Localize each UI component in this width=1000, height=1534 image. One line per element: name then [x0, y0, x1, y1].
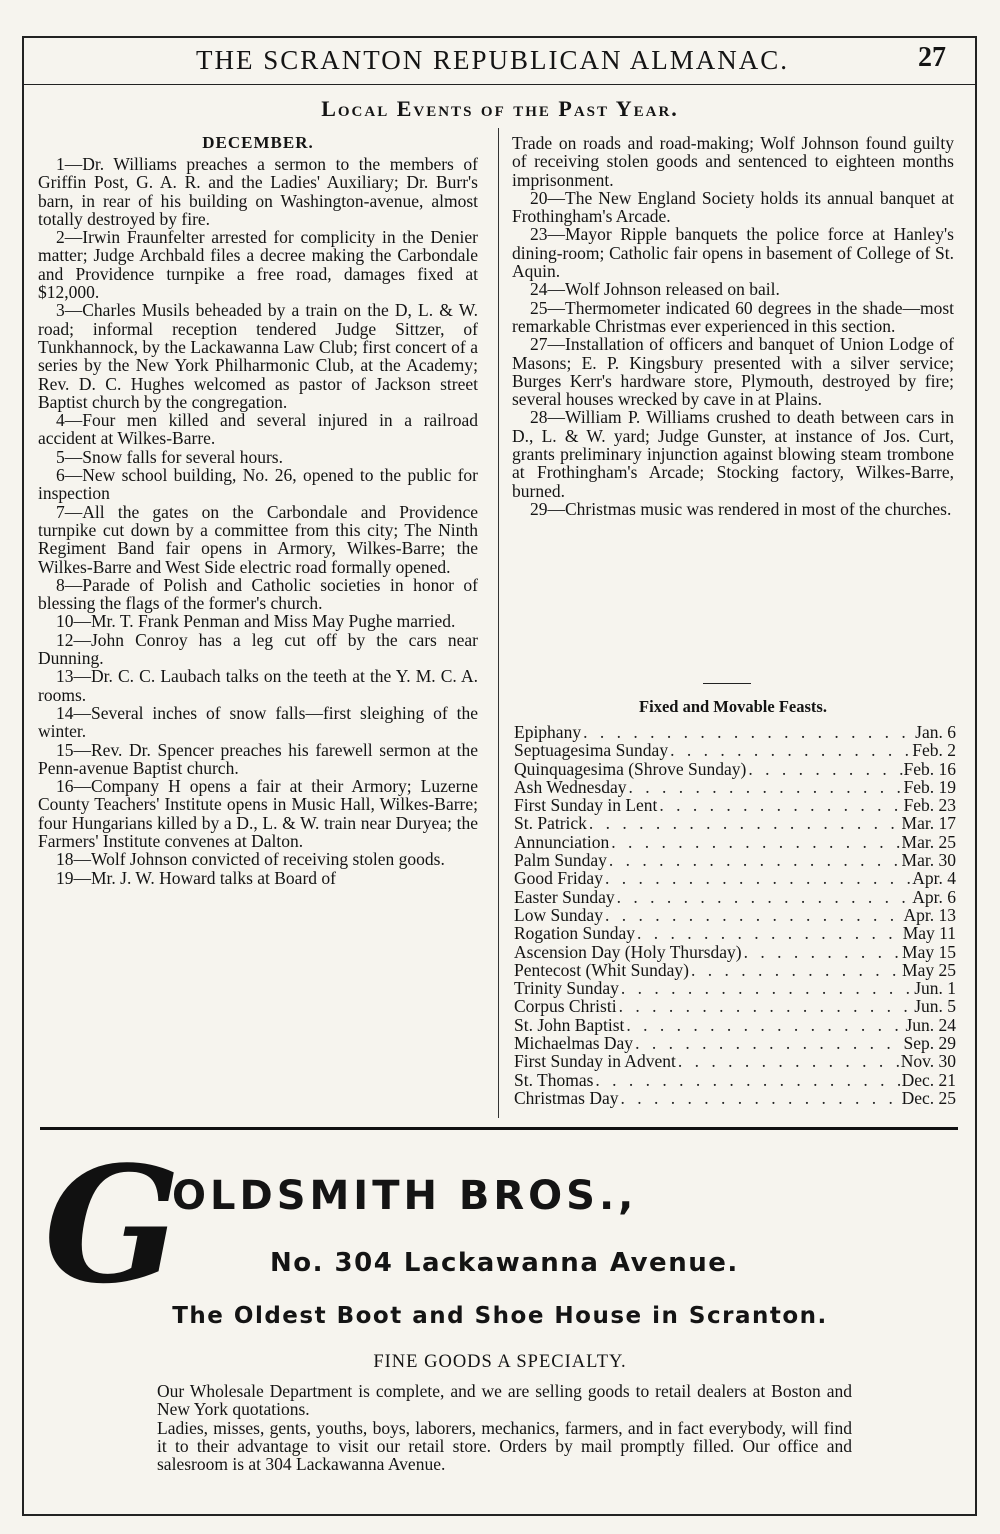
event-entry: 10—Mr. T. Frank Penman and Miss May Pughe married.	[56, 611, 456, 632]
feast-row	[514, 1071, 956, 1089]
feast-name: St. Thomas	[514, 1069, 594, 1090]
feast-row	[514, 1089, 956, 1107]
section-title: Local Events of the Past Year.	[321, 96, 679, 121]
dot-leader	[593, 1071, 901, 1089]
advertisement-initial: G	[44, 1131, 181, 1319]
month-heading: DECEMBER.	[202, 133, 314, 152]
dot-leader	[633, 1034, 903, 1052]
feast-row	[514, 888, 956, 906]
advertisement-paragraph: Our Wholesale Department is complete, and we are selling goods to retail dealers at Boston and New York quotations.	[157, 1381, 852, 1420]
feast-row	[514, 1034, 956, 1052]
dot-leader	[609, 833, 901, 851]
dot-leader	[746, 760, 903, 778]
feast-date: Jan. 6	[915, 722, 956, 742]
feast-row	[514, 1016, 956, 1034]
event-entry: 27—Installation of officers and banquet of Union Lodge of Masons; E. P. Kingsbury presented with a silver service; Burges Kerr's hardware store, Plymouth, destroyed by fire; several houses wrecked by cave in at Plains.	[512, 334, 954, 410]
page-number: 27	[918, 42, 946, 73]
event-entry: 12—John Conroy has a leg cut off by the cars near Dunning.	[38, 629, 478, 669]
advertisement-address: No. 304 Lackawanna Avenue.	[270, 1248, 739, 1278]
feasts-list	[514, 723, 956, 1107]
event-entry: 4—Four men killed and several injured in a railroad accident at Wilkes-Barre.	[38, 410, 478, 449]
feast-date: Sep. 29	[903, 1033, 956, 1054]
advertisement-rule	[40, 1127, 958, 1130]
feast-row	[514, 869, 956, 887]
feast-name: Ascension Day (Holy Thursday)	[514, 941, 742, 962]
feast-date: Feb. 2	[912, 740, 956, 761]
feast-date: Feb. 19	[903, 776, 956, 797]
feast-date: Jun. 24	[905, 1014, 956, 1035]
dot-leader	[607, 851, 902, 869]
event-entry: 25—Thermometer indicated 60 degrees in the shade—most remarkable Christmas ever experienced in this section.	[512, 297, 954, 336]
event-entry: 14—Several inches of snow falls—first sleighing of the winter.	[38, 702, 478, 742]
dot-leader	[624, 1016, 905, 1034]
event-entry: 28—William P. Williams crushed to death between cars in D., L. & W. yard; Judge Gunster, at instance of Jos. Curt, grants preliminary injunction against blowing steam trombone at Frothingham's Arcade; Stocking factory, Wilkes-Barre, burned.	[512, 407, 954, 501]
feast-date: Apr. 4	[912, 868, 956, 889]
feast-row	[514, 814, 956, 832]
feast-date: May 11	[902, 923, 956, 944]
dot-leader	[689, 961, 902, 979]
dot-leader	[619, 1089, 902, 1107]
feast-name: Ash Wednesday	[514, 776, 627, 797]
event-entry: 29—Christmas music was rendered in most of the churches.	[530, 498, 952, 519]
feast-name: Palm Sunday	[514, 850, 607, 871]
event-entry: 20—The New England Society holds its annual banquet at Frothingham's Arcade.	[512, 187, 954, 227]
feast-date: May 25	[902, 959, 956, 980]
advertisement-body	[157, 1382, 852, 1473]
dot-leader	[581, 723, 915, 741]
feast-name: Corpus Christi	[514, 996, 617, 1017]
dot-leader	[603, 869, 912, 887]
column-divider	[498, 128, 499, 1118]
feast-row	[514, 924, 956, 942]
event-entry: 23—Mayor Ripple banquets the police force at Hanley's dining-room; Catholic fair opens in basement of College of St. Aquin.	[512, 224, 954, 282]
feast-row	[514, 723, 956, 741]
feast-name: Pentecost (Whit Sunday)	[514, 959, 689, 980]
event-entry: 16—Company H opens a fair at their Armory; Luzerne County Teachers' Institute opens in Music Hall, Wilkes-Barre; four Hungarians killed by a D., L. & W. train near Duryea; the Farmers' Institute convenes at Dalton.	[38, 776, 478, 851]
dot-leader	[603, 906, 904, 924]
running-title: THE SCRANTON REPUBLICAN ALMANAC.	[196, 45, 790, 75]
feast-date: Dec. 21	[901, 1069, 956, 1090]
feast-date: May 15	[902, 941, 956, 962]
feast-row	[514, 1052, 956, 1070]
feast-date: Feb. 16	[903, 758, 956, 779]
feast-name: Easter Sunday	[514, 886, 615, 907]
event-entry: 3—Charles Musils beheaded by a train on the D, L. & W. road; informal reception tendered Judge Sittzer, of Tunkhannock, by the Lackawanna Law Club; first concert of a series by the New York Philharmonic Club, at the Academy; Rev. D. C. Hughes welcomed as pastor of Jackson street Baptist church by the congregation.	[38, 300, 478, 412]
feast-date: Jun. 1	[914, 978, 956, 999]
advertisement-firm-name: OLDSMITH BROS.,	[172, 1173, 638, 1219]
feast-name: First Sunday in Advent	[514, 1051, 676, 1072]
event-entry: 1—Dr. Williams preaches a sermon to the members of Griffin Post, G. A. R. and the Ladies' Auxiliary; Dr. Burr's barn, in rear of his building on Washington-avenue, almost totally destroyed by fire.	[38, 154, 478, 229]
dot-leader	[742, 943, 902, 961]
feasts-rule	[703, 683, 751, 684]
advertisement-paragraph: Ladies, misses, gents, youths, boys, laborers, mechanics, farmers, and in fact everybody, will find it to their advantage to visit our retail store. Orders by mail promptly filled. Our office and salesroom is at 304 Lackawanna Avenue.	[157, 1417, 852, 1475]
advertisement-specialty: FINE GOODS A SPECIALTY.	[373, 1352, 627, 1372]
events-right-column	[512, 134, 954, 518]
event-entry: 6—New school building, No. 26, opened to the public for inspection	[38, 465, 478, 504]
feast-name: St. Patrick	[514, 813, 587, 834]
feast-date: Mar. 17	[901, 813, 956, 834]
dot-leader	[619, 979, 914, 997]
event-entry: 19—Mr. J. W. Howard talks at Board of	[56, 867, 336, 888]
feast-date: Mar. 25	[901, 831, 956, 852]
advertisement-tagline: The Oldest Boot and Shoe House in Scranton.	[172, 1303, 828, 1329]
feast-date: Feb. 23	[903, 795, 956, 816]
feast-name: Trinity Sunday	[514, 978, 619, 999]
feast-row	[514, 778, 956, 796]
dot-leader	[587, 814, 902, 832]
feast-row	[514, 979, 956, 997]
dot-leader	[657, 796, 903, 814]
feast-name: Low Sunday	[514, 904, 603, 925]
feast-name: Christmas Day	[514, 1087, 619, 1108]
feast-name: Good Friday	[514, 868, 603, 889]
feast-name: Annunciation	[514, 831, 610, 852]
feast-date: Dec. 25	[901, 1087, 956, 1108]
event-entry: 7—All the gates on the Carbondale and Providence turnpike cut down by a committee from this city; The Ninth Regiment Band fair opens in Armory, Wilkes-Barre; the Wilkes-Barre and West Side electric road formally opened.	[38, 501, 478, 577]
feast-name: Quinquagesima (Shrove Sunday)	[514, 758, 747, 779]
dot-leader	[627, 778, 904, 796]
feast-row	[514, 997, 956, 1015]
feast-row	[514, 833, 956, 851]
dot-leader	[676, 1052, 901, 1070]
dot-leader	[615, 888, 913, 906]
feast-name: First Sunday in Lent	[514, 795, 658, 816]
dot-leader	[635, 924, 903, 942]
feast-name: Rogation Sunday	[514, 923, 636, 944]
event-entry: 8—Parade of Polish and Catholic societies in honor of blessing the flags of the former's church.	[38, 574, 478, 614]
feast-date: Apr. 6	[912, 886, 956, 907]
feast-date: Jun. 5	[914, 996, 956, 1017]
event-entry: 24—Wolf Johnson released on bail.	[530, 279, 780, 300]
feast-row	[514, 851, 956, 869]
header-rule	[24, 84, 975, 85]
feast-row	[514, 943, 956, 961]
feast-row	[514, 741, 956, 759]
feast-row	[514, 760, 956, 778]
feast-row	[514, 906, 956, 924]
feast-name: Septuagesima Sunday	[514, 740, 669, 761]
feast-name: Michaelmas Day	[514, 1033, 634, 1054]
dot-leader	[617, 997, 915, 1015]
event-entry: 5—Snow falls for several hours.	[56, 446, 283, 467]
feasts-title: Fixed and Movable Feasts.	[639, 697, 827, 716]
dot-leader	[668, 741, 912, 759]
feast-date: Mar. 30	[901, 850, 956, 871]
event-entry: 18—Wolf Johnson convicted of receiving stolen goods.	[56, 849, 445, 870]
feast-row	[514, 961, 956, 979]
feast-name: Epiphany	[514, 722, 582, 742]
event-entry: 15—Rev. Dr. Spencer preaches his farewell sermon at the Penn-avenue Baptist church.	[38, 739, 478, 778]
event-entry: 13—Dr. C. C. Laubach talks on the teeth at the Y. M. C. A. rooms.	[38, 666, 478, 705]
feast-name: St. John Baptist	[514, 1014, 625, 1035]
feast-date: Nov. 30	[900, 1051, 956, 1072]
event-entry-continued: Trade on roads and road-making; Wolf Johnson found guilty of receiving stolen goods and sentenced to eighteen months imprisonment.	[512, 133, 954, 190]
event-entry: 2—Irwin Fraunfelter arrested for complicity in the Denier matter; Judge Archbald files a decree making the Carbondale and Providence turnpike a free road, damages fixed at $12,000.	[38, 227, 478, 303]
feast-row	[514, 796, 956, 814]
feast-date: Apr. 13	[903, 904, 956, 925]
events-left-column	[38, 155, 478, 887]
